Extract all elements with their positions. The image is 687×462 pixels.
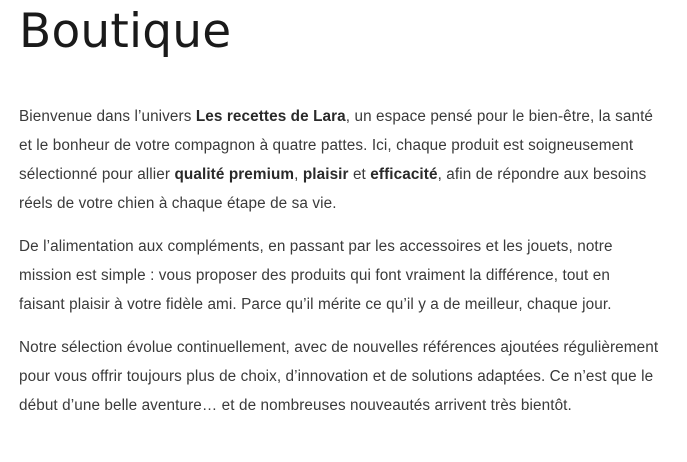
paragraph-selection: Notre sélection évolue continuellement, avec de nouvelles références ajoutées régulièrement pour vous offrir toujours plus de choix, d’innovation et de solutions adaptées. Ce n’est que le début d’une belle aventure… et de nombreuses nouveautés arrivent très bientôt. [19,339,659,414]
highlight-quality: qualité premium [174,166,295,183]
page-title: Boutique [19,4,232,59]
paragraph-welcome [19,102,659,218]
paragraph-mission: De l’alimentation aux compléments, en passant par les accessoires et les jouets, notre mission est simple : vous proposer des produits qui font vraiment la différence, tout en faisant plaisir à votre fidèle ami. Parce qu’il mérite ce qu’il y a de meilleur, chaque jour. [19,238,613,313]
intro-content [19,102,659,434]
paragraph-welcome-text-1: Bienvenue dans l’univers [19,108,196,125]
paragraph-welcome-separator: , [294,166,303,183]
highlight-pleasure: plaisir [302,166,349,183]
paragraph-welcome-text-2: , un espace pensé pour le bien-être, la santé et le bonheur de votre compagnon à quatre pattes. Ici, chaque produit est soigneusement sélectionné pour allier [19,108,654,183]
brand-name: Les recettes de Lara [195,108,346,125]
paragraph-welcome-conjunction: et [348,166,371,183]
highlight-efficacy: efficacité [370,166,438,183]
paragraph-welcome-text-3: , afin de répondre aux besoins réels de votre chien à chaque étape de sa vie. [19,166,647,212]
